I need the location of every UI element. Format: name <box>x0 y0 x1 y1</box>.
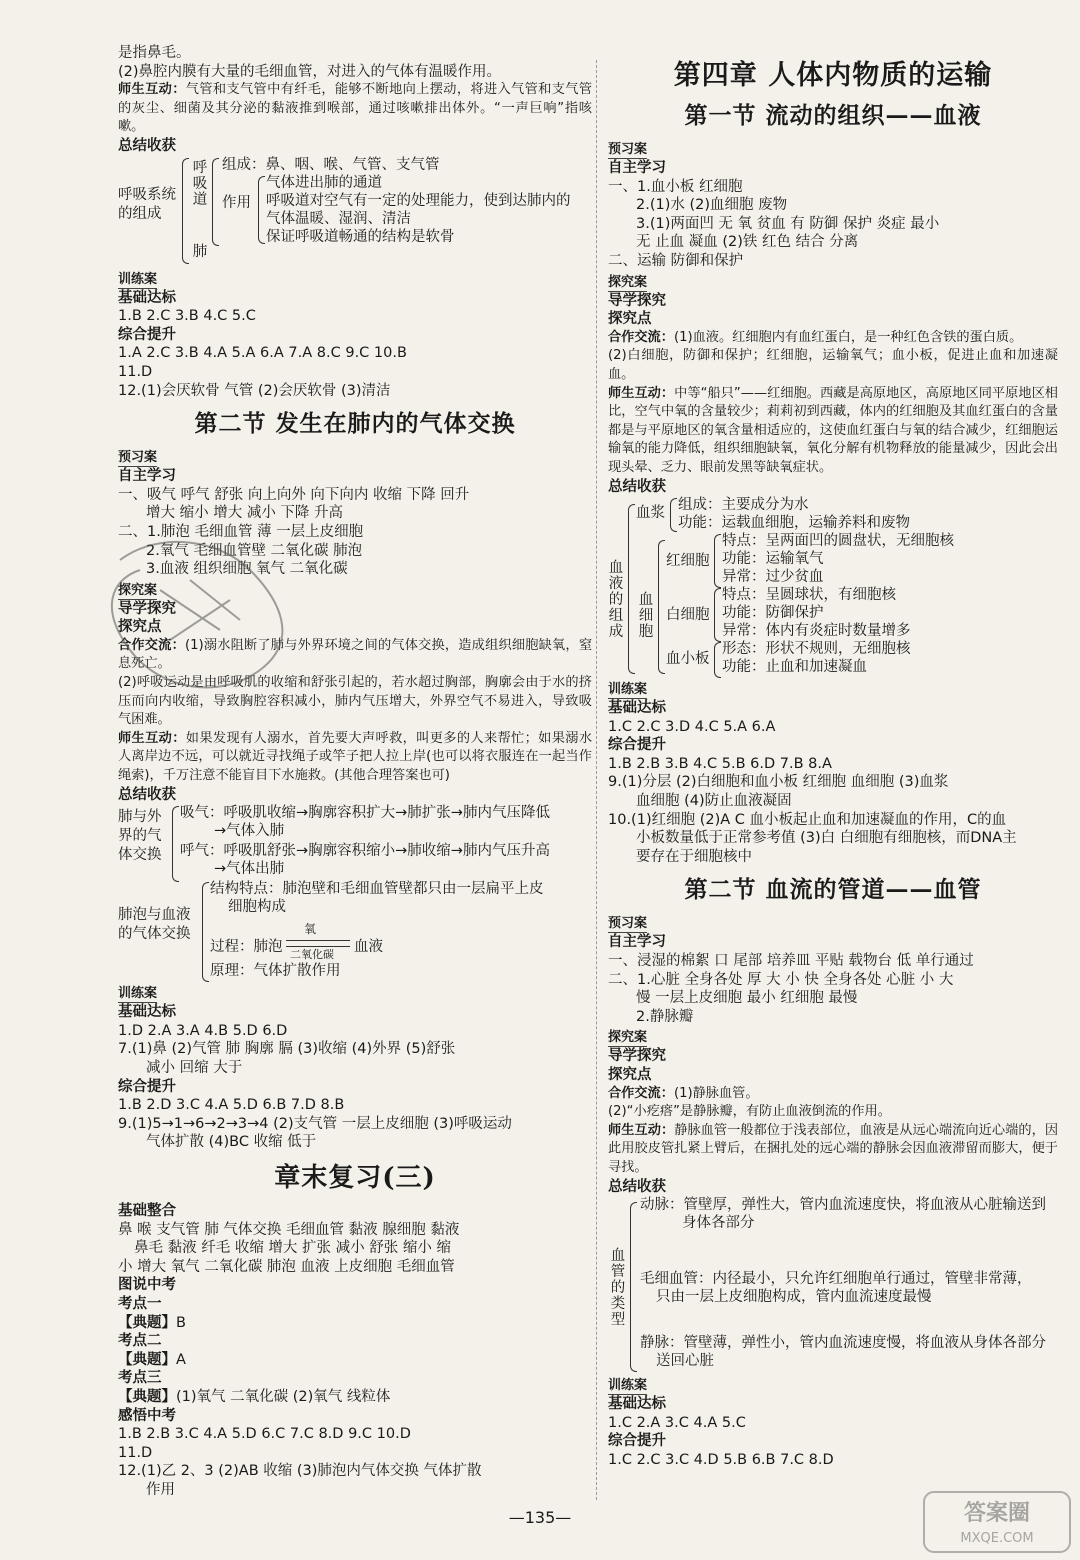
answer-line: 1.D 2.A 3.A 4.B 5.D 6.D <box>118 1022 288 1039</box>
brace <box>182 158 189 264</box>
tree-node: 呼吸道 <box>192 159 208 208</box>
paragraph: (1)溺水阻断了肺与外界环境之间的气体交换，造成组织细胞缺氧，窒息死亡。 <box>118 637 593 672</box>
brace <box>202 882 209 982</box>
tag-preview: 预习案 <box>608 142 648 157</box>
paragraph: (1)血液。红细胞内有血红蛋白，是一种红色含铁的蛋白质。 <box>673 329 1023 345</box>
tree-leaf: 异常：过少贫血 <box>722 569 824 586</box>
arrow-right <box>286 940 350 941</box>
tree-leaf: 特点：呈圆球状，有细胞核 <box>722 587 896 604</box>
tree-leaf: 组成：鼻、咽、喉、气管、支气管 <box>222 156 440 173</box>
brace <box>714 588 721 642</box>
watermark-url: MXQE.COM <box>960 1531 1034 1546</box>
review-title: 章末复习(三) <box>274 1162 436 1193</box>
brace <box>670 498 677 532</box>
watermark-text: 答案圈 <box>963 1501 1031 1526</box>
answer-line: 二、1.肺泡 毛细血管 薄 一层上皮细胞 <box>118 523 364 540</box>
tree-node: 血细胞 <box>638 592 654 641</box>
tree-leaf: 细胞构成 <box>228 899 286 916</box>
answer-line: 慢 一层上皮细胞 最小 红细胞 最慢 <box>636 990 858 1007</box>
tree-root: 血液的组成 <box>608 560 624 641</box>
paragraph: (2)白细胞，防御和保护；红细胞，运输氧气；血小板，促进止血和加速凝血。 <box>608 348 1058 382</box>
answer-line: 要存在于细胞核中 <box>636 848 752 865</box>
tree-root: 血管的类型 <box>610 1248 626 1329</box>
tag-preview: 预习案 <box>118 450 158 466</box>
left-column <box>118 44 592 1499</box>
answer-line: 12.(1)会厌软骨 气管 (2)会厌软骨 (3)清洁 <box>118 382 391 399</box>
subheading: 导学探究 <box>608 292 666 309</box>
tree-leaf: 保证呼吸道畅通的结构是软骨 <box>266 228 455 245</box>
answer-line: 减小 回缩 大于 <box>146 1060 243 1076</box>
answer-line: 3.(1)两面凹 无 氧 贫血 有 防御 保护 炎症 最小 <box>636 215 940 232</box>
answer-line: 10.(1)红细胞 (2)A C 血小板起止血和加速凝血的作用，C的血 <box>608 811 1007 828</box>
answer-line: 小 增大 氧气 二氧化碳 肺泡 血液 上皮细胞 毛细血管 <box>118 1258 455 1275</box>
tree-node: 肺 <box>192 243 208 260</box>
subheading: 考点一 <box>118 1295 162 1312</box>
subheading: 自主学习 <box>608 934 666 951</box>
answer-text: B <box>176 1314 186 1331</box>
subheading: 基础达标 <box>118 1004 176 1021</box>
tree-leaf: 结构特点：肺泡壁和毛细血管壁都只由一层扁平上皮 <box>210 881 544 898</box>
subheading: 综合提升 <box>118 1078 176 1095</box>
tree-leaf: 原理：气体扩散作用 <box>210 963 341 980</box>
tree-leaf: 特点：呈两面凹的圆盘状，无细胞核 <box>722 533 954 550</box>
answer-line: 1.B 2.C 3.B 4.C 5.C <box>118 308 256 325</box>
answer-line: 无 止血 凝血 (2)铁 红色 结合 分离 <box>636 234 859 251</box>
answer-line: 1.A 2.C 3.B 4.A 5.A 6.A 7.A 8.C 9.C 10.B <box>118 345 407 362</box>
label-coop: 合作交流： <box>608 329 674 345</box>
label-teacher: 师生互动： <box>118 730 186 746</box>
tree-leaf: 功能：防御保护 <box>722 605 824 622</box>
subheading: 基础达标 <box>608 700 666 717</box>
tree-leaf: 吸气：呼吸肌收缩→胸廓容积扩大→肺扩张→肺内气压降低 <box>180 805 550 822</box>
brace <box>172 806 179 882</box>
subheading: 探究点 <box>608 1067 652 1083</box>
tree-leaf: 毛细血管：内径最小，只允许红细胞单行通过，管壁非常薄， <box>640 1271 1032 1288</box>
tree-leaf: 功能：运载血细胞，运输养料和废物 <box>678 515 910 532</box>
paragraph: 气管和支气管中有纤毛，能够不断地向上摆动，将进入气管和支气管的灰尘、细菌及其分泌的黏液推到喉部，通过咳嗽排出体外。“一声巨响”指咳嗽。 <box>118 82 593 135</box>
subheading: 感悟中考 <box>118 1407 176 1424</box>
tag-training: 训练案 <box>608 682 648 698</box>
answer-line: 增大 缩小 增大 减小 下降 升高 <box>146 505 344 522</box>
arrow-label: 氧 <box>304 922 317 937</box>
answer-line: 1.C 2.C 3.D 4.C 5.A 6.A <box>608 718 776 735</box>
brace <box>714 642 721 678</box>
subheading: 探究点 <box>118 619 162 636</box>
answer-line: 鼻 喉 支气管 肺 气体交换 毛细血管 黏液 腺细胞 黏液 <box>118 1221 460 1238</box>
respiratory-tree <box>118 156 592 268</box>
tag-training: 训练案 <box>118 986 158 1002</box>
summary-heading: 总结收获 <box>118 786 176 803</box>
subheading: 基础达标 <box>608 1396 666 1413</box>
answer-line: 一、吸气 呼气 舒张 向上向外 向下向内 收缩 下降 回升 <box>118 486 470 503</box>
answer-line: 9.(1)分层 (2)白细胞和血小板 红细胞 血细胞 (3)血浆 <box>608 774 949 791</box>
answer-line: 作用 <box>146 1481 175 1498</box>
tree-leaf: 异常：体内有炎症时数量增多 <box>722 623 911 640</box>
subheading: 自主学习 <box>118 468 176 485</box>
tag-explore: 探究案 <box>608 1030 648 1046</box>
tree-root: 肺与外界的气体交换 <box>118 809 162 864</box>
answer-line: 血细胞 (4)防止血液凝固 <box>636 793 792 810</box>
tree-leaf: 呼吸道对空气有一定的处理能力，使到达肺内的 <box>266 192 571 209</box>
label-coop: 合作交流： <box>118 637 185 653</box>
blood-composition-tree <box>608 496 1058 678</box>
label-typical: 【典题】 <box>118 1351 176 1368</box>
page-number: —135— <box>508 1508 572 1527</box>
subheading: 导学探究 <box>608 1048 666 1065</box>
subheading: 自主学习 <box>608 160 666 176</box>
subheading: 综合提升 <box>118 326 176 343</box>
arrow-label: 二氧化碳 <box>290 948 334 962</box>
answer-text: (1)氧气 二氧化碳 (2)氧气 线粒体 <box>176 1388 391 1405</box>
label-coop: 合作交流： <box>608 1085 674 1101</box>
answer-line: 二、运输 防御和保护 <box>608 252 744 269</box>
answer-line: 1.B 2.B 3.B 4.C 5.B 6.D 7.B 8.A <box>608 755 832 772</box>
subheading: 综合提升 <box>608 1433 666 1450</box>
answer-line: 鼻毛 黏液 纤毛 收缩 增大 扩张 减小 舒张 缩小 缩 <box>134 1240 451 1257</box>
subheading: 综合提升 <box>608 737 666 754</box>
brace <box>658 540 665 674</box>
answer-line: 7.(1)鼻 (2)气管 肺 胸廓 膈 (3)收缩 (4)外界 (5)舒张 <box>118 1041 456 1058</box>
tree-leaf: 形态：形状不规则，无细胞核 <box>722 641 911 658</box>
answer-line: 气体扩散 (4)BC 收缩 低于 <box>146 1134 317 1151</box>
label-typical: 【典题】 <box>118 1314 176 1331</box>
brace <box>628 504 635 674</box>
answer-line: 9.(1)5→1→6→2→3→4 (2)支气管 一层上皮细胞 (3)呼吸运动 <box>118 1115 512 1132</box>
subheading: 考点三 <box>118 1370 162 1387</box>
right-column <box>608 44 1058 1470</box>
column-divider <box>596 60 597 1500</box>
summary-heading: 总结收获 <box>118 137 176 154</box>
tag-training: 训练案 <box>608 1378 648 1394</box>
label-typical: 【典题】 <box>118 1388 176 1405</box>
paragraph: 如果发现有人溺水，首先要大声呼救，叫更多的人来帮忙；如果溺水人离岸边不远，可以就近寻找绳子或竿子把人拉上岸(也可以将衣服连在一起当作绳索)，千万注意不能盲目下水施救。(其他合理答案也可) <box>118 730 593 784</box>
tag-preview: 预习案 <box>608 916 648 932</box>
tree-leaf: →气体出肺 <box>214 861 285 878</box>
tree-leaf: 身体各部分 <box>682 1215 755 1232</box>
brace <box>258 176 265 244</box>
vessel-tree <box>608 1196 1058 1374</box>
paragraph: (2)呼吸运动是由呼吸肌的收缩和舒张引起的，若水超过胸部，胸廓会由于水的挤压而向内收缩，导致胸腔容积减小，肺内气压增大，外界空气不易进入，导致吸气困难。 <box>118 675 592 728</box>
tree-root: 呼吸系统的组成 <box>118 186 176 222</box>
tree-node: 白细胞 <box>666 607 710 624</box>
answer-line: 一、1.血小板 红细胞 <box>608 178 743 195</box>
answer-line: 小板数量低于正常参考值 (3)白 白细胞有细胞核，而DNA主 <box>636 830 1017 847</box>
tree-leaf: 动脉：管壁厚，弹性大，管内血流速度快，将血液从心脏输送到 <box>640 1197 1046 1214</box>
tree-node: 血小板 <box>666 651 710 668</box>
tag-explore: 探究案 <box>118 582 158 598</box>
subheading: 基础整合 <box>118 1202 176 1219</box>
answer-text: A <box>176 1351 186 1368</box>
tree-leaf: 呼气：呼吸肌舒张→胸廓容积缩小→肺收缩→肺内气压升高 <box>180 843 550 860</box>
tree-leaf: 静脉：管壁薄，弹性小，管内血流速度慢，将血液从身体各部分 <box>640 1335 1046 1352</box>
section-title: 第二节 血流的管道——血管 <box>684 876 982 904</box>
tree-leaf: 组成：主要成分为水 <box>678 497 809 514</box>
paragraph: 中等“船只”——红细胞。西藏是高原地区，高原地区同平原地区相比，空气中氧的含量较少；莉莉初到西藏，体内的红细胞及其血红蛋白的含量都是与平原地区的氧含量相适应的，这使血红蛋白与氧的结合减少，红细胞运输氧的能力降低，组织细胞缺氧，氧化分解有机物释放的能量减少，因此会出现头晕、乏力、眼前发黑等缺氧症状。 <box>608 385 1058 475</box>
answer-line: 1.B 2.D 3.C 4.A 5.D 6.B 7.D 8.B <box>118 1097 345 1114</box>
tree-node: 作用 <box>222 194 251 211</box>
answer-line: 2.(1)水 (2)血细胞 废物 <box>636 197 788 214</box>
tree-leaf: 气体温暖、湿润、清洁 <box>266 210 411 227</box>
answer-line: 2.氧气 毛细血管壁 二氧化碳 肺泡 <box>146 542 363 559</box>
answer-line: 1.C 2.C 3.C 4.D 5.B 6.B 7.C 8.D <box>608 1451 834 1468</box>
tree-leaf: 气体进出肺的通道 <box>266 174 382 191</box>
brace <box>212 158 219 246</box>
label-teacher: 师生互动： <box>118 82 186 98</box>
paragraph: (2)“小疙瘩”是静脉瓣，有防止血液倒流的作用。 <box>608 1104 891 1120</box>
subheading: 考点二 <box>118 1333 162 1350</box>
tree-leaf: 功能：运输氧气 <box>722 551 824 568</box>
text-line: 是指鼻毛。 <box>118 45 191 61</box>
answer-line: 二、1.心脏 全身各处 厚 大 小 快 全身各处 心脏 小 大 <box>608 971 954 988</box>
tag-explore: 探究案 <box>608 274 648 290</box>
tree-leaf: 血液 <box>354 939 383 956</box>
answer-line: 12.(1)乙 2、3 (2)AB 收缩 (3)肺泡内气体交换 气体扩散 <box>118 1463 482 1480</box>
brace <box>714 534 721 588</box>
subheading: 图说中考 <box>118 1277 176 1294</box>
gas-exchange-tree <box>118 804 592 982</box>
tree-leaf: 过程：肺泡 <box>210 939 283 956</box>
summary-heading: 总结收获 <box>608 1178 666 1195</box>
subheading: 导学探究 <box>118 600 176 617</box>
tree-root: 肺泡与血液的气体交换 <box>118 907 191 943</box>
answer-line: 11.D <box>118 1444 153 1461</box>
answer-line: 1.B 2.B 3.C 4.A 5.D 6.C 7.C 8.D 9.C 10.D <box>118 1426 411 1443</box>
paragraph: 静脉血管一般都位于浅表部位，血液是从远心端流向近心端的，因此用胶皮管扎紧上臂后，在捆扎处的远心端的静脉会因血液滞留而膨大，便于寻找。 <box>608 1122 1059 1175</box>
label-teacher: 师生互动： <box>608 1122 675 1138</box>
tree-node: 红细胞 <box>666 553 710 570</box>
tree-leaf: 只由一层上皮细胞构成，管内血流速度最慢 <box>656 1289 932 1306</box>
label-teacher: 师生互动： <box>608 385 675 401</box>
answer-line: 11.D <box>118 363 153 380</box>
text-line: (2)鼻腔内膜有大量的毛细血管，对进入的气体有温暖作用。 <box>118 63 502 80</box>
tree-leaf: →气体入肺 <box>214 823 285 840</box>
chapter-title: 第四章 人体内物质的运输 <box>673 60 993 91</box>
tag-training: 训练案 <box>118 271 158 287</box>
section-title: 第一节 流动的组织——血液 <box>684 102 982 129</box>
answer-line: 2.静脉瓣 <box>636 1008 694 1025</box>
answer-line: 3.血液 组织细胞 氧气 二氧化碳 <box>146 561 348 578</box>
tree-leaf: 送回心脏 <box>656 1353 714 1370</box>
answer-line: 一、浸湿的棉絮 口 尾部 培养皿 平贴 载物台 低 单行通过 <box>608 953 974 970</box>
section-title: 第二节 发生在肺内的气体交换 <box>194 410 516 438</box>
subheading: 基础达标 <box>118 289 176 306</box>
brace <box>630 1202 637 1372</box>
summary-heading: 总结收获 <box>608 478 666 495</box>
tree-leaf: 功能：止血和加速凝血 <box>722 659 867 676</box>
tree-node: 血浆 <box>636 505 665 522</box>
subheading: 探究点 <box>608 311 652 328</box>
answer-line: 1.C 2.A 3.C 4.A 5.C <box>608 1414 746 1431</box>
paragraph: (1)静脉血管。 <box>673 1085 759 1101</box>
